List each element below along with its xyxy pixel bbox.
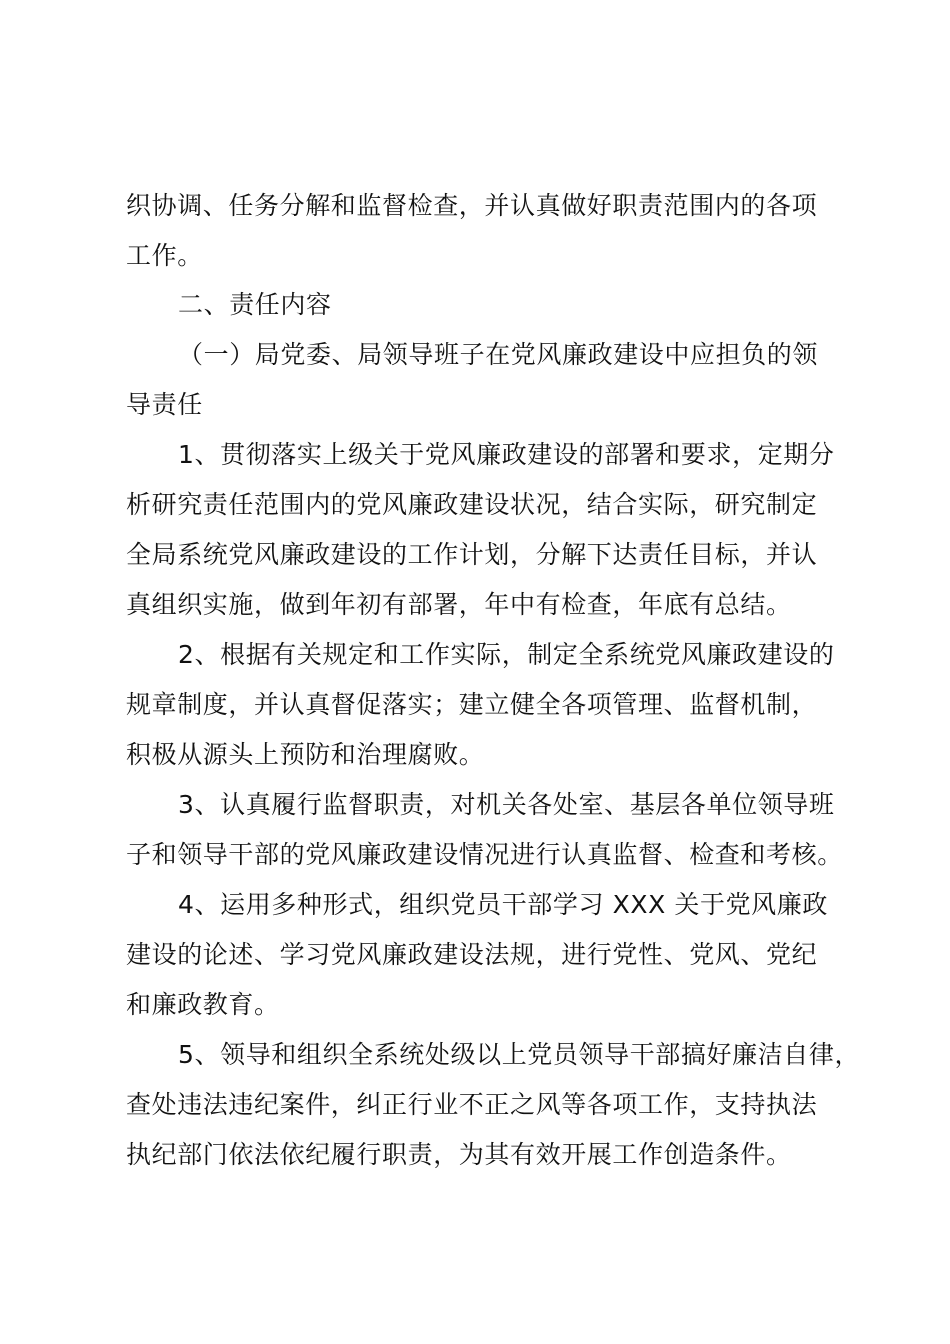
item-5-line-3: 执纪部门依法依纪履行职责，为其有效开展工作创造条件。	[126, 1140, 792, 1169]
item-4-line-2: 建设的论述、学习党风廉政建设法规，进行党性、党风、党纪	[126, 940, 818, 969]
item-1-line-3: 全局系统党风廉政建设的工作计划，分解下达责任目标，并认	[126, 540, 818, 569]
item-2-line-2: 规章制度，并认真督促落实；建立健全各项管理、监督机制，	[126, 690, 818, 719]
item-4-line-3: 和廉政教育。	[126, 990, 280, 1019]
item-1-line-2: 析研究责任范围内的党风廉政建设状况，结合实际，研究制定	[126, 490, 818, 519]
section-heading: 二、责任内容	[178, 290, 332, 319]
text-line-2: 工作。	[126, 241, 203, 270]
item-2-line-3: 积极从源头上预防和治理腐败。	[126, 740, 485, 769]
item-3-line-2: 子和领导干部的党风廉政建设情况进行认真监督、检查和考核。	[126, 840, 843, 869]
item-4-line-1: 4、运用多种形式，组织党员干部学习 XXX 关于党风廉政	[178, 890, 828, 919]
text-line-1: 织协调、任务分解和监督检查，并认真做好职责范围内的各项	[126, 191, 818, 220]
item-5-line-2: 查处违法违纪案件，纠正行业不正之风等各项工作，支持执法	[126, 1090, 818, 1119]
item-1-line-4: 真组织实施，做到年初有部署，年中有检查，年底有总结。	[126, 590, 792, 619]
subsection-heading-cont: 导责任	[126, 390, 203, 419]
subsection-heading: （一）局党委、局领导班子在党风廉政建设中应担负的领	[178, 340, 819, 369]
item-3-line-1: 3、认真履行监督职责，对机关各处室、基层各单位领导班	[178, 790, 835, 819]
item-5-line-1: 5、领导和组织全系统处级以上党员领导干部搞好廉洁自律，	[178, 1040, 861, 1069]
item-1-line-1: 1、贯彻落实上级关于党风廉政建设的部署和要求，定期分	[178, 440, 835, 469]
item-2-line-1: 2、根据有关规定和工作实际，制定全系统党风廉政建设的	[178, 640, 835, 669]
